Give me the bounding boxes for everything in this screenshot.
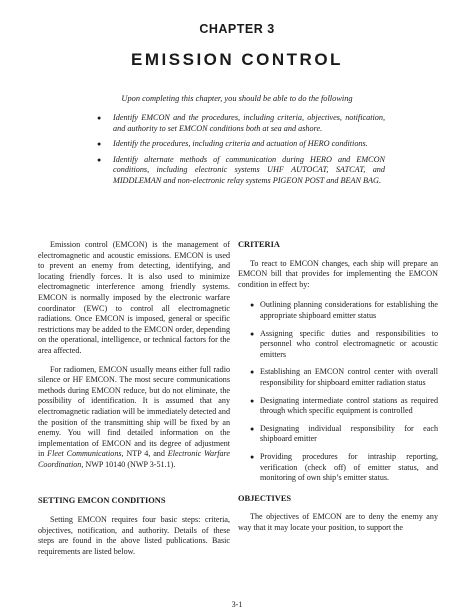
body-paragraph [38,365,230,471]
bullet-icon: ● [97,155,102,164]
paragraph-text: For radiomen, EMCON usually means either full radio silence or HF EMCON. The most secure communications methods during EMCON reduce, but do not eliminate, the possibility of identification. It is assumed that any electromagnetic radiation will be immediately detected and the position of the transmitting ship will be fixed by an enemy. You will find detailed information on the implementation of EMCON and its degree of adjustment in [38,364,230,459]
bullet-icon: ● [250,301,255,310]
bullet-icon: ● [97,140,102,149]
bullet-icon: ● [250,329,255,338]
body-paragraph: Emission control (EMCON) is the management of electromagnetic and acoustic emissions. EMCON is used to prevent an enemy from detecting, identifying, and locating friendly forces. It is also used to minimize electromagnetic interference among friendly systems. EMCON is normally imposed by the electronic warfare coordinator (EWC) to control all electromagnetic radiations. Once EMCON is imposed, general or specific restrictions may be added to the EMCON order, depending on the operational, intelligence, or technical factors for the area affected. [38,240,230,355]
bullet-icon: ● [250,452,255,461]
bullet-icon: ● [97,114,102,122]
paragraph-text: , NTP 4, and [121,449,168,459]
page-number: 3-1 [231,600,243,609]
criteria-bullet-text: Assigning specific duties and responsibilities to personnel who control electromagnetic or acoustic emitters [260,328,438,359]
criteria-paragraph: To react to EMCON changes, each ship will prepare an EMCON bill that provides for implementing the EMCON condition in effect by: [238,258,438,289]
right-column [238,240,438,541]
criteria-bullet [238,367,438,388]
criteria-bullet [238,396,438,417]
criteria-bullet-text: Outlining planning considerations for establishing the appropriate shipboard emitter status [260,300,438,320]
publication-reference: Fleet Communications [47,449,122,459]
criteria-bullet-text: Establishing an EMCON control center with overall responsibility for shipboard emitter radiation status [260,367,438,387]
criteria-bullet-text: Designating individual responsibility for each shipboard emitter [260,423,438,444]
criteria-bullet-text: Providing procedures for intraship reporting, verification (check off) of emitter status, and monitoring of own ship’s emitter status. [260,451,438,483]
intro-text: Upon completing this chapter, you should be able to do the following [121,94,353,103]
criteria-bullet [238,300,438,321]
learning-objective-text: Identify the procedures, including criteria and actuation of HERO conditions. [113,139,368,149]
criteria-bullet [238,329,438,361]
learning-objective-text: Identify alternate methods of communication during HERO and EMCON conditions, including electronic systems UHF AUTOCAT, SATCAT, and MIDDLEMAN and non-electronic relay systems PIGEON POST and BEAN BAG. [113,154,385,185]
chapter-title: EMISSION CONTROL [131,50,343,69]
paragraph-text: , NWP 10140 (NWP 3-51.1). [81,459,176,469]
criteria-bullet [238,452,438,484]
criteria-bullet-text: Designating intermediate control stations as required through which specific equipment is controlled [260,395,438,416]
learning-objective [89,155,385,187]
body-paragraph: Setting EMCON requires four basic steps: criteria, objectives, notification, and authority. Details of these steps are found in the above listed publications. Basic requirements are listed below. [38,515,230,556]
learning-objective [89,139,385,150]
bullet-icon: ● [250,368,255,377]
publication-reference: Electronic Warfare Coordination [38,449,230,469]
section-heading: SETTING EMCON CONDITIONS [38,496,166,506]
objectives-paragraph: The objectives of EMCON are to deny the enemy any way that it may locate your position, to support the [238,512,438,532]
criteria-bullet [238,424,438,445]
learning-objective [89,113,385,134]
criteria-heading: CRITERIA [238,240,280,249]
left-column [38,240,230,565]
bullet-icon: ● [250,396,255,405]
chapter-label: CHAPTER 3 [199,22,275,36]
criteria-bullet-list [238,300,438,483]
learning-objectives-list [89,113,385,192]
bullet-icon: ● [250,424,255,433]
objectives-heading: OBJECTIVES [238,493,292,503]
learning-objective-text: Identify EMCON and the procedures, including criteria, objectives, notification, and authority to set EMCON conditions both at sea and ashore. [113,113,385,133]
